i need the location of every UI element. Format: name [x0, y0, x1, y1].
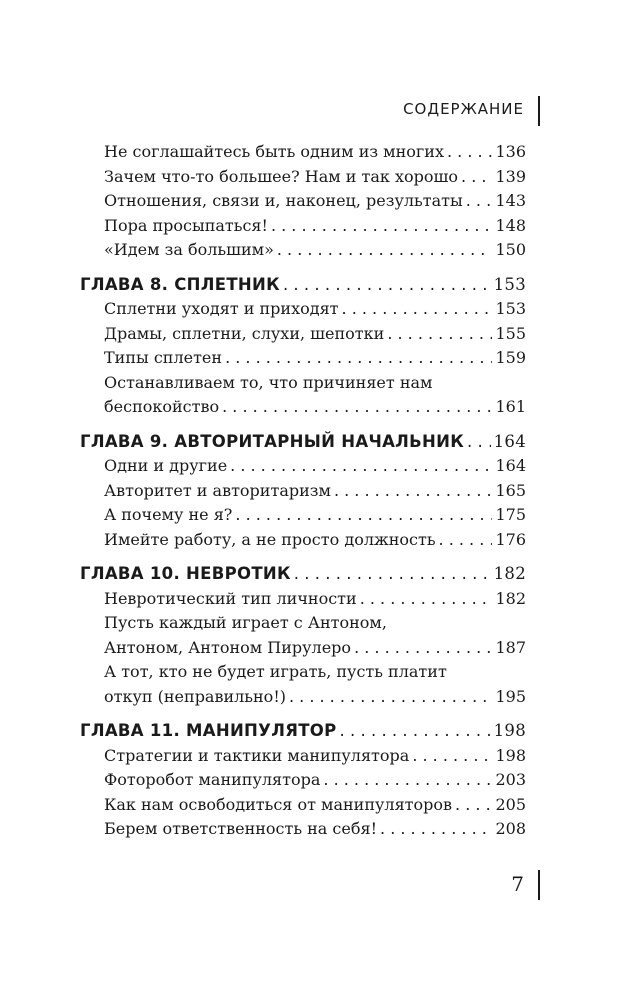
- toc-entry[interactable]: [80, 528, 526, 553]
- toc-entry-title: Драмы, сплетни, слухи, шепотки: [104, 323, 385, 343]
- dot-leader: [412, 744, 492, 769]
- dot-leader: [225, 346, 492, 371]
- toc-entry-title-line1: А тот, кто не будет играть, пусть платит: [104, 662, 447, 681]
- toc-entry[interactable]: [80, 346, 526, 371]
- dot-leader: [354, 636, 492, 661]
- toc-entry-title: Не соглашайтесь быть одним из многих: [104, 142, 444, 161]
- dot-leader: [461, 165, 492, 190]
- toc-entry-title: А почему не я?: [104, 505, 233, 524]
- toc-entry-page: 195: [495, 686, 526, 706]
- toc-entry[interactable]: [80, 817, 526, 842]
- running-head-rule: [538, 96, 540, 126]
- toc-entry-page: 198: [495, 745, 526, 765]
- toc-entry-title: Фоторобот манипулятора: [104, 770, 321, 789]
- toc-entry-page: 136: [495, 142, 526, 161]
- dot-leader: [277, 238, 493, 263]
- chapter-page: 182: [493, 564, 526, 583]
- dot-leader: [235, 503, 492, 528]
- dot-leader: [334, 479, 493, 504]
- toc-entry-page: 161: [495, 397, 526, 416]
- toc-entry-title: Имейте работу, а не просто должность: [104, 529, 436, 549]
- toc-entry[interactable]: [80, 503, 526, 528]
- dot-leader: [230, 454, 492, 479]
- toc-chapter-9[interactable]: [80, 430, 526, 455]
- chapter-title: ГЛАВА 10. НЕВРОТИК: [80, 564, 291, 583]
- toc-entry-page: 203: [495, 770, 526, 789]
- toc-entry-page: 175: [495, 505, 526, 524]
- dot-leader: [339, 719, 490, 744]
- dot-leader: [467, 430, 491, 455]
- toc-entry-title: Стратегии и тактики манипулятора: [104, 745, 410, 765]
- toc-chapter-8[interactable]: [80, 273, 526, 298]
- toc-entry[interactable]: [80, 165, 526, 190]
- dot-leader: [447, 140, 492, 165]
- toc-entry-page: 208: [495, 819, 526, 838]
- dot-leader: [323, 768, 492, 793]
- page-number: 7: [511, 872, 524, 896]
- toc-entry[interactable]: [80, 793, 526, 818]
- toc-entry-page: 187: [495, 637, 526, 657]
- toc-entry[interactable]: [80, 238, 526, 263]
- toc-chapter-10[interactable]: [80, 562, 526, 587]
- chapter-title: ГЛАВА 9. АВТОРИТАРНЫЙ НАЧАЛЬНИК: [80, 431, 465, 451]
- toc-entry-title-line1: Останавливаем то, что причиняет нам: [104, 372, 433, 392]
- toc-entry[interactable]: [80, 297, 526, 322]
- dot-leader: [342, 297, 493, 322]
- toc-entry[interactable]: [80, 744, 526, 769]
- toc-entry-title: Невротический тип личности: [104, 588, 357, 608]
- toc-entry[interactable]: [80, 214, 526, 239]
- toc-entry-title: откуп (неправильно!): [104, 686, 286, 706]
- dot-leader: [380, 817, 492, 842]
- toc-entry[interactable]: [80, 322, 526, 347]
- dot-leader: [466, 189, 493, 214]
- toc-entry-title: Одни и другие: [104, 456, 228, 475]
- toc-entry-page: 165: [495, 480, 526, 500]
- dot-leader: [289, 685, 492, 710]
- toc-entry[interactable]: [80, 395, 526, 420]
- dot-leader: [455, 793, 492, 818]
- toc-entry-title: Сплетни уходят и приходят: [104, 299, 339, 318]
- toc-entry-title: Типы сплетен: [104, 348, 223, 367]
- toc-chapter-11[interactable]: [80, 719, 526, 744]
- folio-rule: [538, 870, 540, 900]
- toc-entry-title: Как нам освободиться от манипуляторов: [104, 794, 453, 814]
- dot-leader: [439, 528, 493, 553]
- toc-entry[interactable]: [80, 140, 526, 165]
- toc-entry-page: 153: [495, 299, 526, 318]
- chapter-title: ГЛАВА 8. СПЛЕТНИК: [80, 274, 280, 294]
- chapter-page: 164: [493, 431, 526, 451]
- toc-entry-page: 182: [495, 588, 526, 608]
- toc-entry[interactable]: [80, 454, 526, 479]
- table-of-contents: [80, 140, 526, 842]
- chapter-title: ГЛАВА 11. МАНИПУЛЯТОР: [80, 721, 337, 740]
- running-head-title: СОДЕРЖАНИЕ: [403, 100, 524, 118]
- dot-leader: [283, 273, 491, 298]
- dot-leader: [387, 322, 492, 347]
- toc-entry-title: Антоном, Антоном Пирулеро: [104, 637, 352, 657]
- toc-entry-page: 148: [495, 215, 526, 235]
- dot-leader: [271, 214, 493, 239]
- toc-entry-page: 139: [495, 166, 526, 186]
- toc-entry-title: Зачем что-то большее? Нам и так хорошо: [104, 166, 459, 186]
- toc-entry-page: 159: [495, 348, 526, 367]
- chapter-page: 153: [493, 274, 526, 294]
- dot-leader: [294, 562, 491, 587]
- toc-entry[interactable]: [80, 587, 526, 612]
- toc-entry[interactable]: [80, 768, 526, 793]
- toc-entry-title: Пора просыпаться!: [104, 215, 268, 235]
- toc-entry-title: беспокойство: [104, 397, 220, 416]
- toc-entry[interactable]: [80, 479, 526, 504]
- toc-entry-title-line1: Пусть каждый играет с Антоном,: [104, 613, 387, 632]
- toc-entry-page: 150: [495, 240, 526, 259]
- toc-entry-title: Отношения, связи и, наконец, результаты: [104, 191, 463, 210]
- dot-leader: [222, 395, 492, 420]
- toc-entry[interactable]: [80, 685, 526, 710]
- toc-entry-page: 176: [495, 529, 526, 549]
- toc-entry-title: «Идем за большим»: [104, 240, 274, 259]
- toc-entry-page: 143: [495, 191, 526, 210]
- toc-entry[interactable]: [80, 636, 526, 661]
- toc-entry-title: Берем ответственность на себя!: [104, 819, 378, 838]
- toc-entry-page: 205: [495, 794, 526, 814]
- toc-entry[interactable]: [80, 189, 526, 214]
- dot-leader: [360, 587, 493, 612]
- chapter-page: 198: [493, 721, 526, 740]
- toc-entry-page: 155: [495, 323, 526, 343]
- toc-entry-page: 164: [495, 456, 526, 475]
- toc-entry-title: Авторитет и авторитаризм: [104, 480, 331, 500]
